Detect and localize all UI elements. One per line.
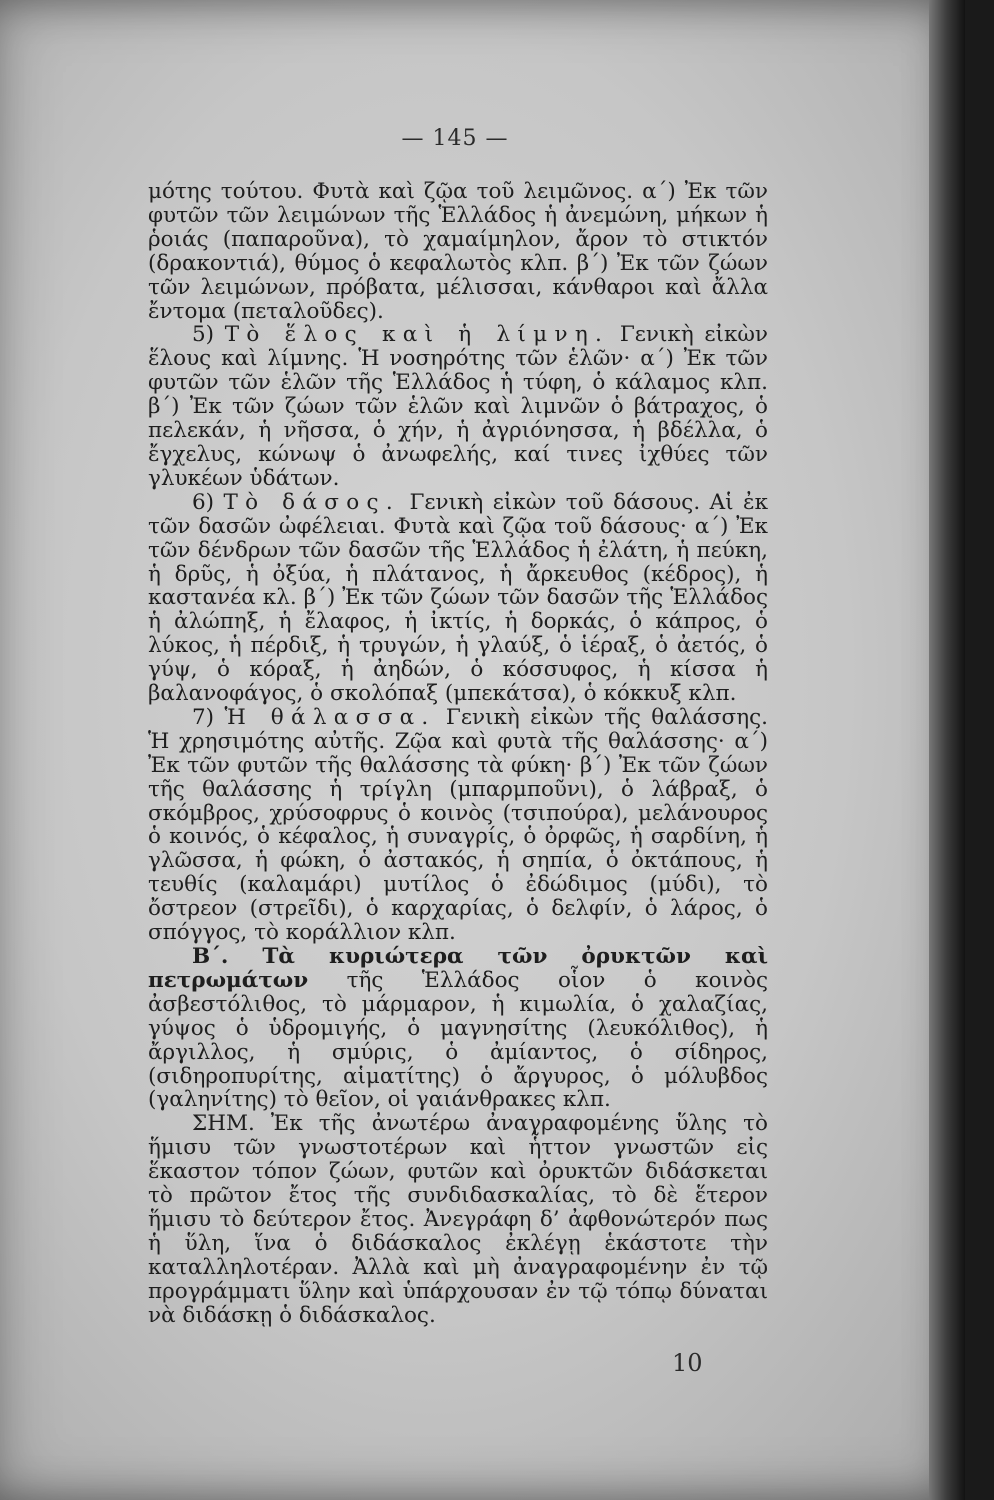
body-text [148, 180, 768, 1328]
paragraph-note [148, 1112, 768, 1327]
paragraph-minerals [148, 945, 768, 1112]
paragraph-marsh [148, 323, 768, 490]
signature-mark: 10 [672, 1349, 703, 1377]
paragraph-text: μότης τούτου. Φυτὰ καὶ ζῷα τοῦ λειμῶνος. α΄) Ἐκ τῶν φυτῶν τῶν λειμώνων τῆς Ἑλλάδος ἡ ἀνεμώνη, μήκων ἡ ῥοιάς (παπαροῦνα), τὸ χαμαίμηλον, ἄρον τὸ στικτόν (δρακοντιά), θύμος ὁ κεφαλωτὸς κλπ. β΄) Ἐκ τῶν ζώων τῶν λειμώνων, πρόβατα, μέλισσαι, κάνθαροι καὶ ἄλλα ἔντομα (πεταλοῦδες). [148, 179, 768, 324]
paragraph-text: Γενικὴ εἰκὼν ἕλους καὶ λίμνης. Ἡ νοσηρότης τῶν ἑλῶν· α΄) Ἐκ τῶν φυτῶν τῶν ἑλῶν τῆς Ἑλλάδος ἡ τύφη, ὁ κάλαμος κλπ. β΄) Ἐκ τῶν ζώων τῶν ἑλῶν καὶ λιμνῶν ὁ βάτραχος, ὁ πελεκάν, ἡ νῆσσα, ὁ χήν, ἡ ἀγριόνησσα, ἡ βδέλλα, ὁ ἔγχελυς, κώνωψ ὁ ἀνωφελής, καί τινες ἰχθύες τῶν γλυκέων ὑδάτων. [148, 322, 769, 491]
item-number: 6) [192, 489, 224, 515]
paragraph-text: Γενικὴ εἰκὼν τοῦ δάσους. Αἱ ἐκ τῶν δασῶν ὠφέλειαι. Φυτὰ καὶ ζῷα τοῦ δάσους· α΄) Ἐκ τῶν δένδρων τῶν δασῶν τῆς Ἑλλάδος ἡ ἐλάτη, ἡ πεύκη, ἡ δρῦς, ἡ ὀξύα, ἡ πλάτανος, ἡ ἄρκευθος (κέδρος), ἡ καστανέα κλ. β΄) Ἐκ τῶν ζώων τῶν δασῶν τῆς Ἑλλάδος ἡ ἀλώπηξ, ἡ ἔλαφος, ἡ ἰκτίς, ἡ δορκάς, ὁ κάπρος, ὁ λύκος, ἡ πέρδιξ, ἡ τρυγών, ἡ γλαύξ, ὁ ἱέραξ, ὁ ἀετός, ὁ γύψ, ὁ κόραξ, ἡ ἀηδών, ὁ κόσσυφος, ἡ κίσσα ἡ βαλανοφάγος, ὁ σκολόπαξ (μπεκάτσα), ὁ κόκκυξ κλπ. [148, 489, 769, 707]
section-heading: Τὸ δάσος. [223, 489, 400, 515]
page-edge-shadow [929, 0, 965, 1500]
section-heading: Ἡ θάλασσα. [224, 704, 436, 730]
paragraph-text: τῆς Ἑλλάδος οἷον ὁ κοινὸς ἀσβεστόλιθος, τὸ μάρμαρον, ἡ κιμωλία, ὁ χαλαζίας, γύψος ὁ ὑδρομιγής, ὁ μαγνησίτης (λευκόλιθος), ἡ ἄργιλλος, ἡ σμύρις, ὁ ἀμίαντος, ὁ σίδηρος, (σιδηροπυρίτης, αἱματίτης) ὁ ἄργυρος, ὁ μόλυβδος (γαληνίτης) τὸ θεῖον, οἱ γαιάνθρακες κλπ. [148, 967, 768, 1113]
paragraph-sea [148, 706, 768, 945]
section-heading-bold: Β΄. Τὰ κυριώτερα τῶν ὀρυκτῶν καὶ πετρωμάτων [148, 944, 768, 993]
paragraph-text: Γενικὴ εἰκὼν τῆς θαλάσσης. Ἡ χρησιμότης αὐτῆς. Ζῷα καὶ φυτὰ τῆς θαλάσσης· α΄) Ἐκ τῶν φυτῶν τῆς θαλάσσης τὰ φύκη· β΄) Ἐκ τῶν ζώων τῆς θαλάσσης ἡ τρίγλη (μπαρμποῦνι), ὁ λάβραξ, ὁ σκόμβρος, χρύσοφρυς ὁ κοινὸς (τσιπούρα), μελάνουρος ὁ κοινός, ὁ κέφαλος, ἡ συναγρίς, ὁ ὀρφῶς, ἡ σαρδίνη, ἡ γλῶσσα, ἡ φώκη, ὁ ἀστακός, ἡ σηπία, ὁ ὀκτάπους, ἡ τευθίς (καλαμάρι) μυτίλος ὁ ἐδώδιμος (μύδι), τὸ ὄστρεον (στρεῖδι), ὁ καρχαρίας, ὁ δελφίν, ὁ λάρος, ὁ σπόγγος, τὸ κοράλλιον κλπ. [148, 704, 768, 946]
item-number: 7) [192, 704, 225, 730]
section-heading: Τὸ ἕλος καὶ ἡ λίμνη. [224, 322, 610, 348]
item-number: 5) [192, 322, 225, 348]
paragraph-meadow [148, 180, 768, 323]
paragraph-text: ΣΗΜ. Ἐκ τῆς ἀνωτέρω ἀναγραφομένης ὕλης τὸ ἥμισυ τῶν γνωστοτέρων καὶ ἧττον γνωστῶν εἰς ἕκαστον τόπον ζώων, φυτῶν καὶ ὀρυκτῶν διδάσκεται τὸ πρῶτον ἔτος τῆς συνδιδασκαλίας, τὸ δὲ ἕτερον ἥμισυ τὸ δεύτερον ἔτος. Ἀνεγράφη δ’ ἀφθονώτερόν πως ἡ ὕλη, ἵνα ὁ διδάσκαλος ἐκλέγῃ ἑκάστοτε τὴν καταλληλοτέραν. Ἀλλὰ καὶ μὴ ἀναγραφομένην ἐν τῷ προγράμματι ὕλην καὶ ὑπάρχουσαν ἐν τῷ τόπῳ δύναται νὰ διδάσκῃ ὁ διδάσκαλος. [148, 1111, 768, 1328]
page-number: — 145 — [401, 126, 509, 151]
paragraph-forest [148, 491, 768, 706]
